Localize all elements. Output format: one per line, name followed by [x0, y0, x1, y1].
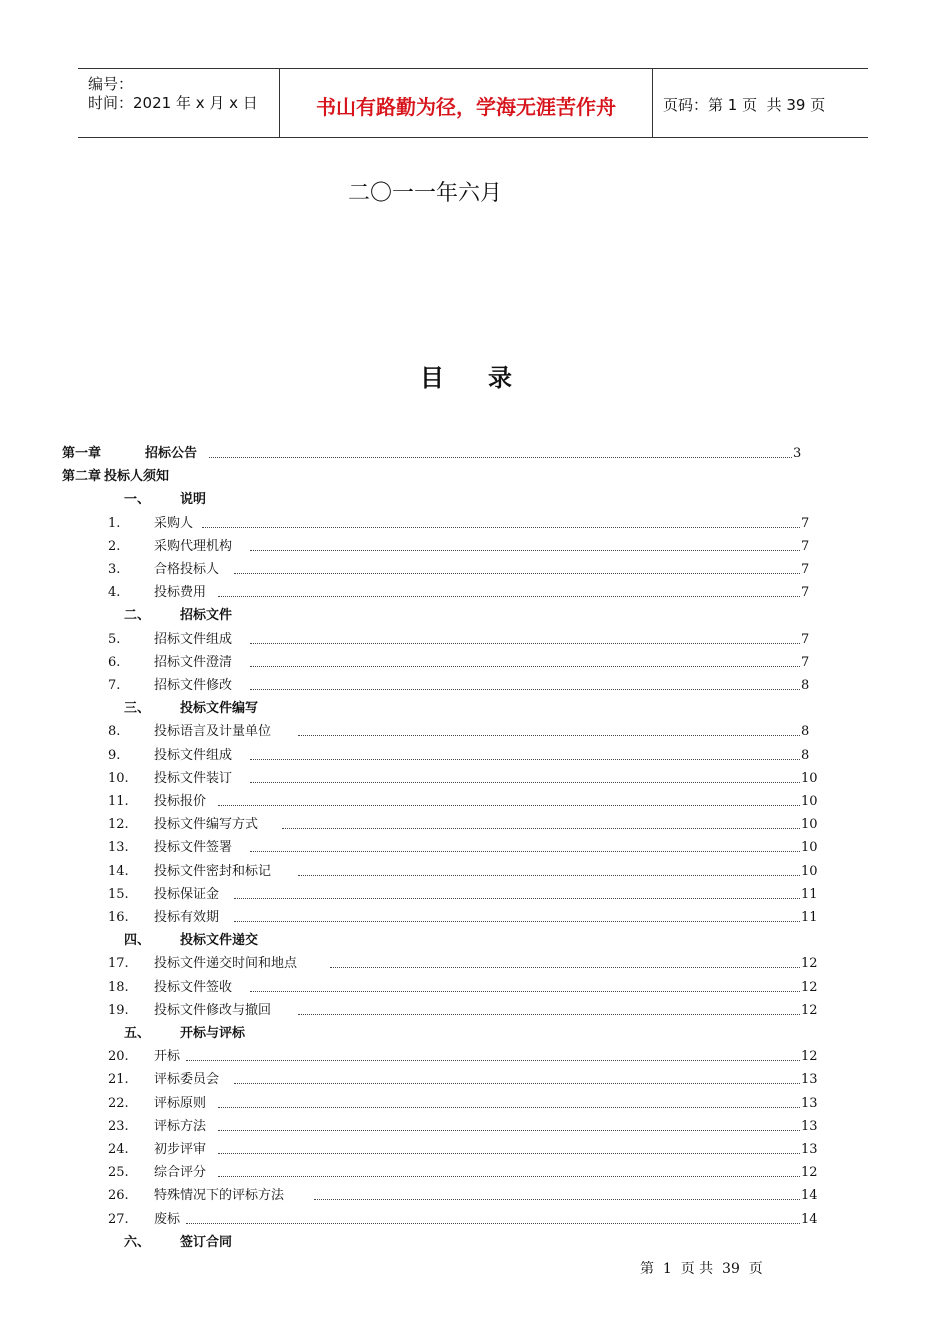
toc-page-number: 7: [801, 654, 810, 670]
toc-number: 22.: [108, 1095, 129, 1111]
toc-item: [0, 630, 950, 650]
toc-item: [0, 769, 950, 789]
toc-label: 招标文件组成: [154, 631, 233, 647]
toc-label: 投标文件签收: [154, 979, 233, 995]
toc-number: 7.: [108, 678, 121, 693]
toc-item: [0, 908, 950, 928]
toc-number: 17.: [108, 956, 129, 972]
toc-page-number: 7: [801, 585, 810, 601]
toc-item: [0, 746, 950, 766]
toc-label: 投标文件递交时间和地点: [154, 956, 298, 972]
toc-leader: [218, 805, 800, 806]
toc-leader: [218, 1176, 800, 1177]
toc-label: 招标文件澄清: [154, 654, 233, 670]
toc-number: 15.: [108, 886, 129, 902]
toc-label: 投标费用: [154, 585, 207, 601]
toc-label: 投标保证金: [154, 886, 220, 902]
toc-page-number: 10: [801, 817, 818, 833]
toc-item: [0, 537, 950, 557]
toc-page-number: 10: [801, 794, 818, 809]
toc-leader: [298, 735, 800, 736]
toc-chapter: [0, 444, 950, 464]
toc-leader: [186, 1060, 800, 1061]
toc-leader: [282, 828, 800, 829]
header-page-cell: [653, 69, 867, 137]
toc-page-number: 10: [801, 840, 818, 856]
toc-label: 初步评审: [154, 1142, 207, 1157]
toc-page-number: 12: [801, 1049, 818, 1065]
document-number-label: 编号：: [88, 75, 134, 93]
toc-page-number: 8: [801, 724, 810, 740]
toc-number: 19.: [108, 1002, 129, 1018]
toc-page-number: 8: [801, 747, 810, 763]
toc-page-number: 12: [801, 979, 818, 995]
toc-page-number: 12: [801, 956, 818, 972]
toc-leader: [250, 666, 800, 667]
toc-page-number: 8: [801, 678, 810, 693]
toc-label: 投标文件递交: [180, 933, 259, 949]
toc-number: 24.: [108, 1142, 129, 1157]
toc-item: [0, 1047, 950, 1067]
toc-number: 二、: [124, 608, 151, 624]
toc-page-number: 7: [801, 631, 810, 647]
toc-number: 5.: [108, 631, 121, 647]
toc-leader: [250, 782, 800, 783]
toc-label: 招标文件修改: [154, 678, 233, 693]
toc-item: [0, 1163, 950, 1183]
toc-item: [0, 862, 950, 882]
toc-number: 9.: [108, 747, 121, 763]
toc-page-number: 12: [801, 1165, 818, 1181]
toc-leader: [234, 921, 800, 922]
toc-label: 评标原则: [154, 1095, 207, 1111]
toc-label: 招标文件: [180, 608, 233, 624]
toc-leader: [218, 1107, 800, 1108]
toc-item: [0, 676, 950, 696]
toc-number: 四、: [124, 933, 151, 949]
toc-number: 6.: [108, 654, 121, 670]
toc-leader: [234, 573, 800, 574]
toc-item: [0, 1070, 950, 1090]
toc-page-number: 10: [801, 770, 818, 786]
toc-leader: [234, 898, 800, 899]
toc-number: 3.: [108, 562, 121, 577]
toc-number: 一、: [124, 492, 151, 508]
toc-label: 招标公告: [145, 446, 198, 461]
toc-label: 投标文件编写: [180, 701, 259, 717]
toc-leader: [298, 875, 800, 876]
toc-item: [0, 838, 950, 858]
toc-title: 目录: [420, 364, 556, 392]
toc-leader: [186, 1223, 800, 1224]
toc-number: 第一章: [62, 446, 102, 461]
toc-number: 14.: [108, 863, 129, 879]
toc-page-number: 10: [801, 863, 818, 879]
toc-item: [0, 885, 950, 905]
toc-number: 23.: [108, 1118, 129, 1134]
toc-page-number: 13: [801, 1095, 818, 1111]
toc-item: [0, 1094, 950, 1114]
toc-number: 26.: [108, 1188, 129, 1204]
toc-leader: [218, 1153, 800, 1154]
page-footer: 第 1 页 共 39 页: [640, 1261, 763, 1277]
toc-section: [0, 490, 950, 510]
toc-label: 特殊情况下的评标方法: [154, 1188, 285, 1204]
document-time-label: 时间：2021 年 x 月 x 日: [88, 94, 258, 112]
toc-page-number: 7: [801, 538, 810, 554]
toc-label: 评标方法: [154, 1118, 207, 1134]
header-page-info: 页码：第 1 页 共 39 页: [663, 96, 826, 114]
toc-number: 21.: [108, 1072, 129, 1088]
toc-item: [0, 560, 950, 580]
toc-leader: [218, 596, 800, 597]
toc-page-number: 12: [801, 1002, 818, 1018]
document-date: 二〇一一年六月: [348, 181, 503, 206]
toc-page-number: 14: [801, 1188, 818, 1204]
header-motto: 书山有路勤为径，学海无涯苦作舟: [316, 95, 616, 119]
toc-label: 签订合同: [180, 1234, 233, 1250]
toc-page-number: 7: [801, 515, 810, 531]
toc-number: 2.: [108, 538, 121, 554]
toc-section: [0, 931, 950, 951]
toc-leader: [250, 759, 800, 760]
toc-item: [0, 1117, 950, 1137]
toc-page-number: 7: [801, 562, 810, 577]
toc-section: [0, 1024, 950, 1044]
toc-item: [0, 954, 950, 974]
toc-label: 综合评分: [154, 1165, 207, 1181]
toc-item: [0, 722, 950, 742]
toc-number: 五、: [124, 1026, 151, 1041]
toc-label: 评标委员会: [154, 1072, 220, 1088]
toc-item: [0, 792, 950, 812]
toc-label: 合格投标人: [154, 562, 220, 577]
toc-label: 投标文件编写方式: [154, 817, 259, 833]
toc-section: [0, 606, 950, 626]
toc-label: 开标: [154, 1049, 181, 1065]
toc-label: 开标与评标: [180, 1026, 246, 1041]
toc-leader: [250, 643, 800, 644]
toc-leader: [330, 967, 800, 968]
toc-number: 13.: [108, 840, 129, 856]
toc-item: [0, 1210, 950, 1230]
toc-label: 废标: [154, 1211, 181, 1227]
toc-number: 27.: [108, 1211, 129, 1227]
toc-number: 4.: [108, 585, 121, 601]
toc-number: 六、: [124, 1234, 151, 1250]
toc-number: 18.: [108, 979, 129, 995]
toc-leader: [314, 1199, 800, 1200]
toc-page-number: 3: [793, 446, 802, 461]
toc-item: [0, 583, 950, 603]
toc-item: [0, 1001, 950, 1021]
toc-page-number: 13: [801, 1142, 818, 1157]
header-meta-cell: [78, 69, 280, 137]
toc-leader: [234, 1083, 800, 1084]
toc-label: 投标文件修改与撤回: [154, 1002, 272, 1018]
toc-chapter: [0, 467, 950, 487]
toc-item: [0, 815, 950, 835]
toc-leader: [218, 1130, 800, 1131]
toc-item: [0, 1186, 950, 1206]
toc-page-number: 13: [801, 1118, 818, 1134]
toc-number: 8.: [108, 724, 121, 740]
toc-number: 25.: [108, 1165, 129, 1181]
toc-item: [0, 978, 950, 998]
toc-page-number: 11: [801, 886, 818, 902]
toc-page-number: 11: [801, 910, 818, 925]
toc-leader: [209, 457, 792, 458]
toc-label: 投标有效期: [154, 910, 220, 925]
toc-number: 12.: [108, 817, 129, 833]
toc-page-number: 14: [801, 1211, 818, 1227]
toc-leader: [202, 527, 800, 528]
toc-number: 20.: [108, 1049, 129, 1065]
toc-label: 投标语言及计量单位: [154, 724, 272, 740]
toc-label: 采购人: [154, 515, 194, 531]
toc-item: [0, 653, 950, 673]
toc-label: 说明: [180, 492, 207, 508]
toc-label: 投标文件签署: [154, 840, 233, 856]
toc-leader: [250, 550, 800, 551]
toc-label: 投标文件装订: [154, 770, 233, 786]
toc-number: 三、: [124, 701, 151, 717]
toc-leader: [250, 851, 800, 852]
toc-label: 采购代理机构: [154, 538, 233, 554]
page-header: [78, 68, 868, 138]
toc-label: 投标文件密封和标记: [154, 863, 272, 879]
toc-page-number: 13: [801, 1072, 818, 1088]
toc-leader: [250, 991, 800, 992]
toc-label: 投标文件组成: [154, 747, 233, 763]
toc-label: 投标人须知: [104, 469, 170, 485]
toc-number: 11.: [108, 794, 129, 809]
toc-section: [0, 1233, 950, 1253]
toc-number: 1.: [108, 515, 121, 531]
toc-number: 16.: [108, 910, 129, 925]
toc-leader: [250, 689, 800, 690]
toc-leader: [298, 1014, 800, 1015]
header-motto-cell: [280, 69, 653, 137]
toc-number: 第二章: [62, 469, 102, 485]
toc-item: [0, 1140, 950, 1160]
toc-label: 投标报价: [154, 794, 207, 809]
toc-item: [0, 514, 950, 534]
toc-number: 10.: [108, 770, 129, 786]
toc-section: [0, 699, 950, 719]
